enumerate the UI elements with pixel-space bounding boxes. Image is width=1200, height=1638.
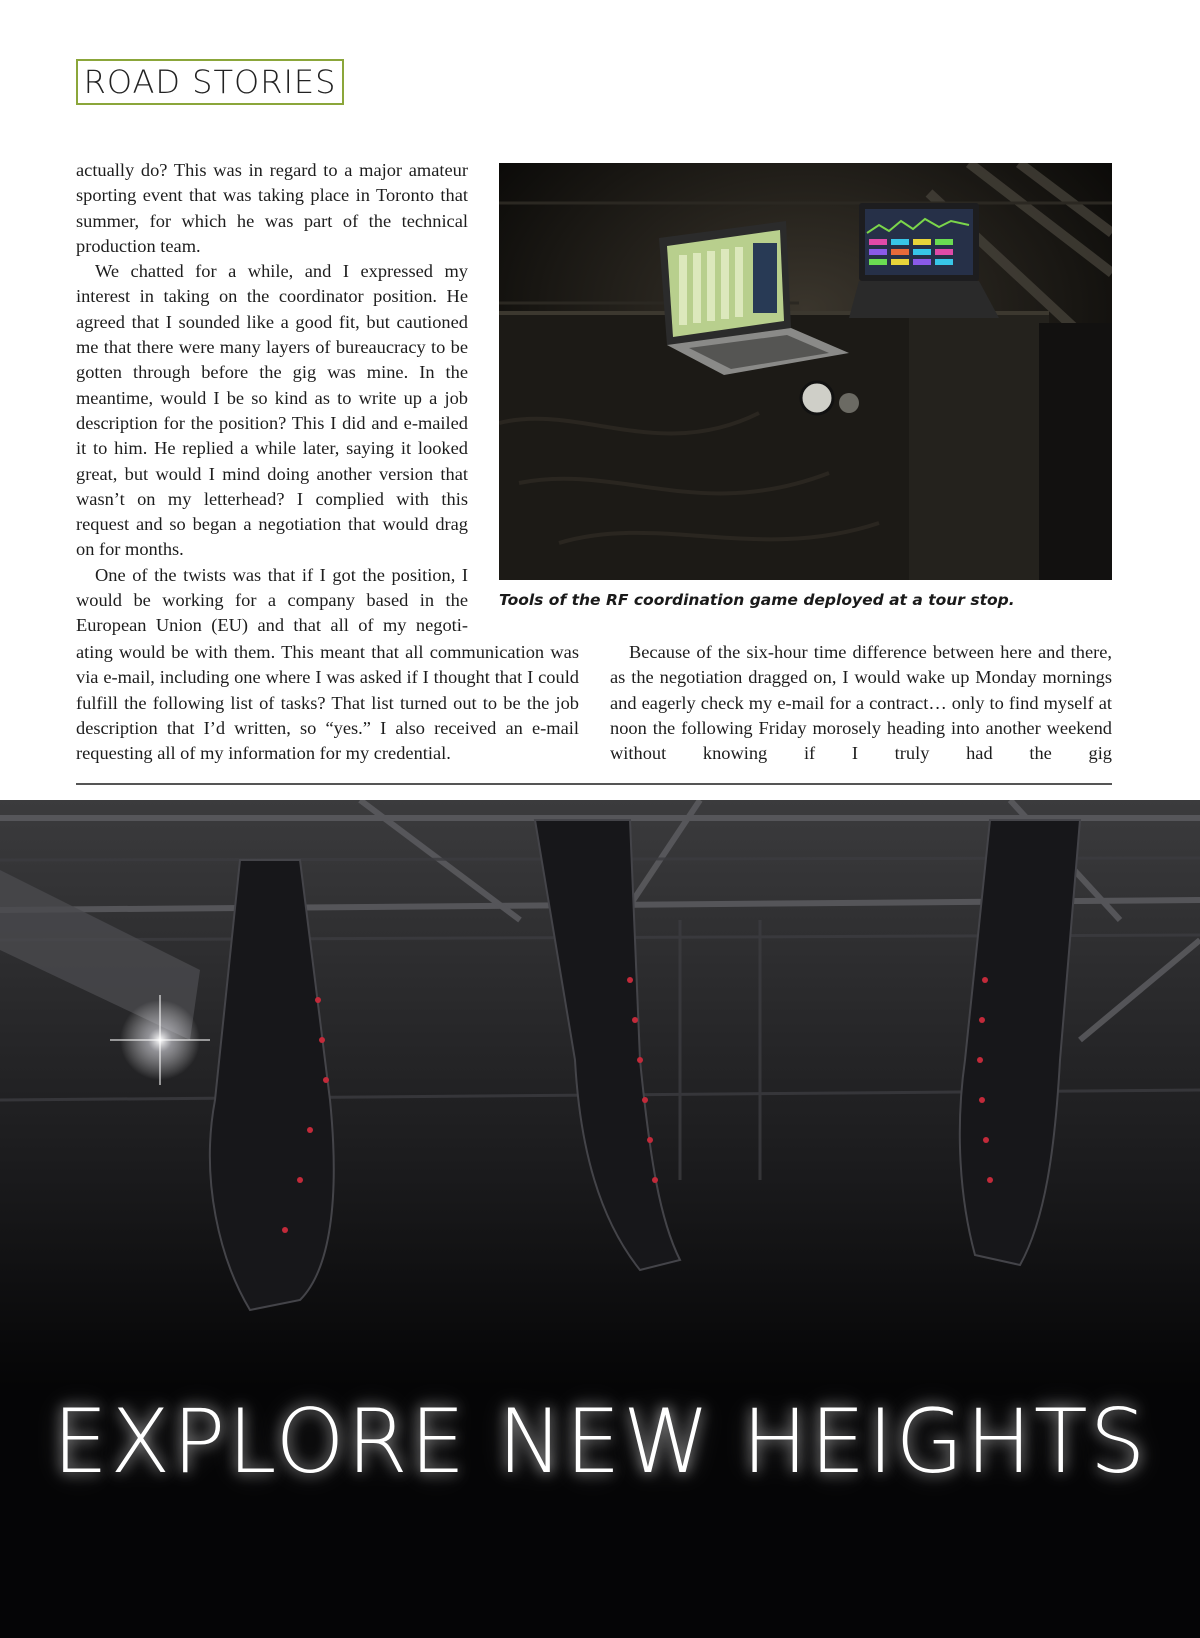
article-paragraph-2: We chatted for a while, and I expressed my interest in taking on the coordinator position. He agreed that I sounded like a good fit, but cautioned me that there were many layers of bureaucracy to be gotten through before the gig was mine. In the meantime, would I be so kind as to write up a job description for the position? This I did and e-mailed it to him. He replied a while later, saying it looked great, but would I mind doing another version that wasn’t on my letterhead? I complied with this request and so began a negotiation that would drag on for months. — [76, 261, 468, 560]
ad-headline: EXPLORE NEW HEIGHTS — [52, 1390, 1148, 1493]
rf-coordination-photo — [499, 163, 1112, 580]
article-paragraph-1: actually do? This was in regard to a major amateur sporting event that was taking place in Toronto that summer, for which he was part of the technical production team. — [76, 160, 468, 256]
article-column-left-top — [76, 158, 468, 639]
article-column-left-bottom — [76, 640, 579, 766]
photo-caption: Tools of the RF coordination game deployed at a tour stop. — [499, 591, 1015, 609]
article-paragraph-3: One of the twists was that if I got the position, I would be working for a company based in the European Union (EU) and that all of my negoti- — [76, 564, 468, 636]
article-paragraph-5: Because of the six-hour time difference between here and there, as the negotiation dragged on, I would wake up Monday mornings and eagerly check my e-mail for a contract… only to find myself at noon the following Friday morosely heading into another weekend without knowing if I truly had the gig — [610, 642, 1112, 764]
photo-illustration — [499, 163, 1112, 580]
section-divider — [76, 783, 1112, 785]
section-tag: ROAD STORIES — [76, 59, 344, 105]
article-paragraph-4: ating would be with them. This meant that all communication was via e-mail, including one where I was asked if I thought that I could fulfill the following list of tasks? That list turned out to be the job description that I’d written, so “yes.” I also received an e-mail requesting all of my information for my credential. — [76, 642, 579, 764]
advertisement-banner — [0, 800, 1200, 1638]
article-column-right-bottom — [610, 640, 1112, 766]
line-array-speakers-illustration — [0, 800, 1200, 1638]
